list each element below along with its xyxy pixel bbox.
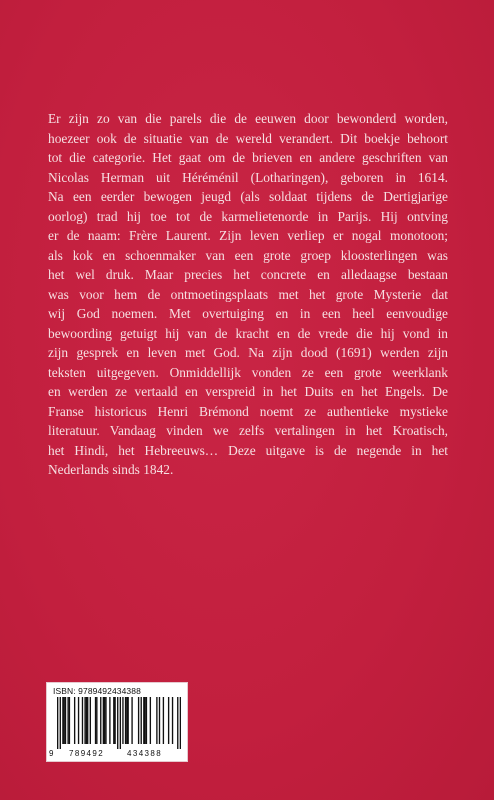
barcode-bars <box>57 697 181 749</box>
barcode-bar <box>103 697 104 744</box>
barcode-bar <box>141 697 142 744</box>
barcode-digits-right: 434388 <box>127 749 163 758</box>
barcode-bar <box>138 697 139 744</box>
isbn-label: ISBN: 9789492434388 <box>53 686 141 696</box>
barcode-bar <box>125 697 126 744</box>
blurb-line: was voor hem de ontmoetingsplaats met het grote Mysterie dat <box>48 286 448 302</box>
barcode-bar <box>168 697 169 744</box>
barcode-bar <box>90 697 91 744</box>
blurb-line: hoezeer ook de situatie van de wereld verandert. Dit boekje behoort <box>48 130 448 146</box>
blurb-line: bewoording getuigt hij van de kracht en de vrede die hij vond in <box>48 325 448 341</box>
barcode-bar <box>84 697 85 744</box>
barcode-bar <box>74 697 75 744</box>
barcode-bar <box>150 697 151 744</box>
barcode-bar <box>100 697 101 744</box>
barcode-digits <box>49 749 185 759</box>
barcode-bar <box>95 697 96 744</box>
barcode-bar <box>69 697 70 744</box>
barcode-bar <box>86 697 87 744</box>
blurb-line: het Hindi, het Hebreeuws… Deze uitgave is de negende in het <box>48 442 448 458</box>
barcode-bar <box>113 697 114 744</box>
blurb-line: het wel druk. Maar precies het concrete en alledaagse bestaan <box>48 267 448 282</box>
barcode-bar <box>82 697 83 744</box>
barcode-bar <box>114 697 115 744</box>
blurb-line: Nederlands sinds 1842. <box>48 462 174 477</box>
barcode-bar <box>120 697 121 749</box>
barcode-bar <box>67 697 68 744</box>
isbn-barcode <box>46 682 188 762</box>
blurb-line: Nicolas Herman uit Héréménil (Lotharingen), geboren in 1614. <box>48 169 448 185</box>
barcode-bar <box>180 697 181 749</box>
barcode-bar <box>159 697 160 744</box>
barcode-bar <box>143 697 144 744</box>
barcode-bar <box>109 697 110 744</box>
barcode-digits-left: 789492 <box>69 749 105 758</box>
barcode-bar <box>105 697 106 744</box>
blurb-line: oorlog) trad hij toe tot de karmelietenorde in Parijs. Hij ontving <box>48 208 448 224</box>
blurb-line: wij God noemen. Met overtuiging en in een heel eenvoudige <box>48 306 448 321</box>
blurb-line: zijn gesprek en leven met God. Na zijn dood (1691) werden zijn <box>48 345 448 360</box>
blurb-line: als kok en schoenmaker van een grote groep kloosterlingen was <box>48 247 448 263</box>
barcode-bar <box>87 697 88 744</box>
barcode-bar <box>78 697 79 744</box>
barcode-bar <box>60 697 61 749</box>
barcode-bar <box>127 697 128 744</box>
barcode-bar <box>104 697 105 744</box>
blurb-line: en werden ze vertaald en verspreid in het Duits en het Engels. De <box>48 384 448 399</box>
barcode-bar <box>96 697 97 744</box>
barcode-bar <box>163 697 164 744</box>
barcode-bar <box>62 697 63 744</box>
barcode-bar <box>65 697 66 744</box>
barcode-bar <box>177 697 178 749</box>
blurb-line: tot die categorie. Het gaat om de brieven en andere geschriften van <box>48 150 448 165</box>
barcode-bar <box>126 697 127 744</box>
blurb-text <box>48 109 448 480</box>
barcode-bar <box>64 697 65 744</box>
barcode-bar <box>156 697 157 744</box>
barcode-bar <box>117 697 118 749</box>
blurb-line: literatuur. Vandaag vinden we zelfs vertalingen in het Kroatisch, <box>48 423 448 438</box>
blurb-line: teksten uitgegeven. Onmiddellijk vonden ze een grote weerklank <box>48 364 448 380</box>
blurb-line: er de naam: Frère Laurent. Zijn leven verliep er nogal monotoon; <box>48 228 448 243</box>
barcode-bar <box>172 697 173 744</box>
blurb-line: Na een eerder bewogen jeugd (als soldaat tijdens de Dertigjarige <box>48 189 448 204</box>
barcode-digit-first: 9 <box>49 749 54 758</box>
barcode-bar <box>131 697 132 744</box>
barcode-bar <box>144 697 145 744</box>
barcode-bar <box>122 697 123 744</box>
barcode-bar <box>57 697 58 749</box>
blurb-line: Franse historicus Henri Brémond noemt ze authentieke mystieke <box>48 403 448 419</box>
barcode-bar <box>146 697 147 744</box>
blurb-line: Er zijn zo van die parels die de eeuwen door bewonderd worden, <box>48 111 448 126</box>
